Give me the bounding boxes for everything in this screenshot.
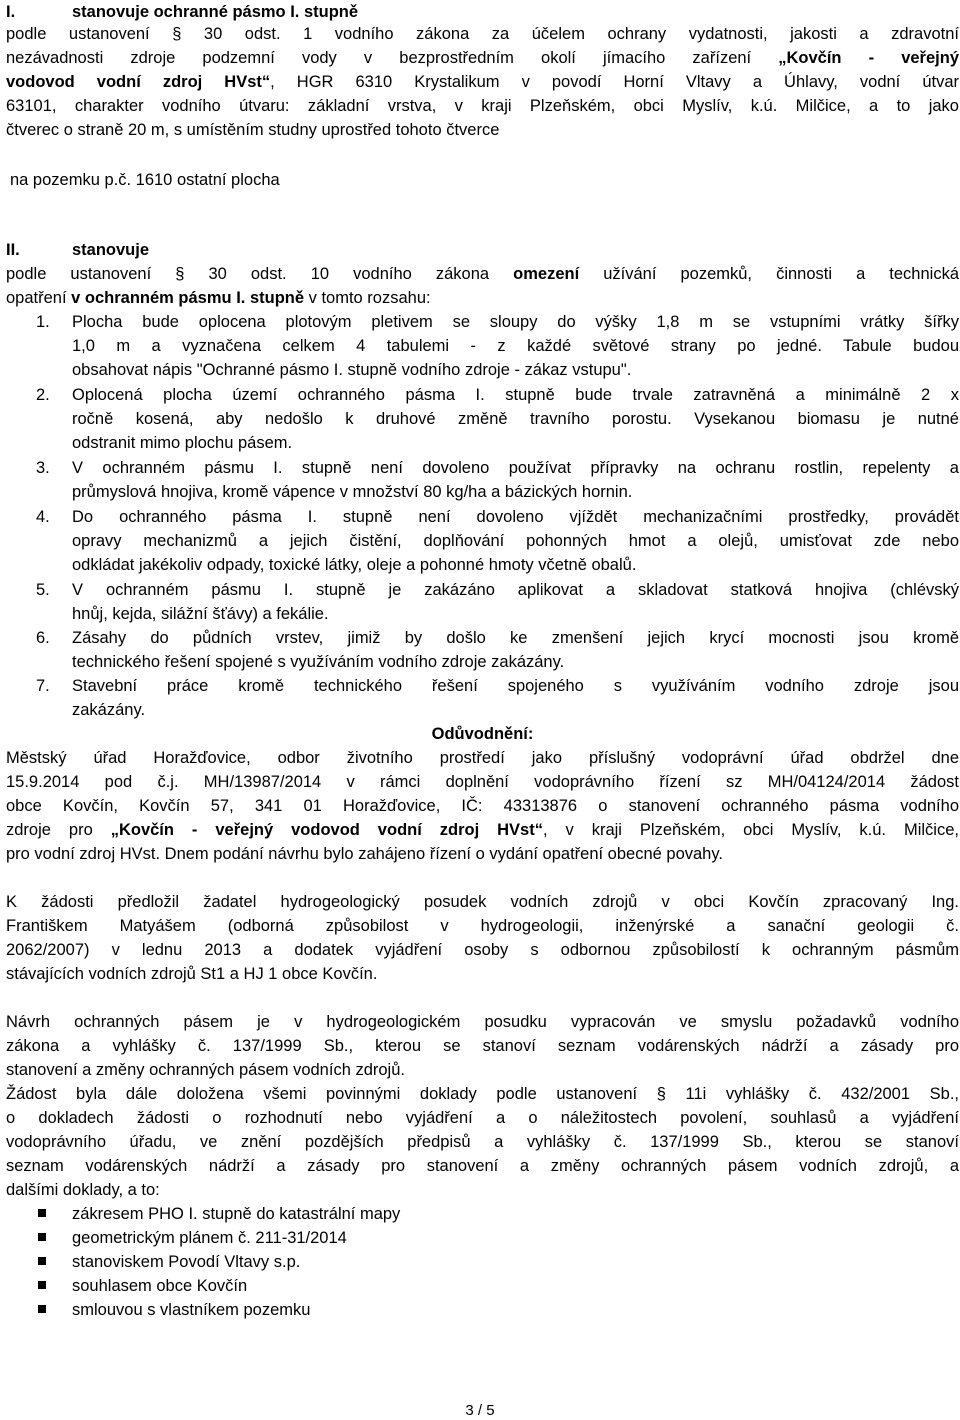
item-line: Plocha bude oplocena plotovým pletivem se sloupy do výšky 1,8 m se vstupními vrátky šířky (72, 313, 959, 331)
reasoning-line: seznam vodárenských nádrží a zásady pro stanovení a změny ochranných pásem vodních zdrojů, a (6, 1157, 959, 1175)
text-span: v tomto rozsahu: (304, 289, 431, 307)
reasoning-line: obce Kovčín, Kovčín 57, 341 01 Horažďovice, IČ: 43313876 o stanovení ochranného pásma vodního (6, 797, 959, 815)
item-line: ročně kosená, aby nedošlo k druhové změně travního porostu. Vysekanou biomasu je nutné (72, 410, 959, 428)
item-line: Stavební práce kromě technického řešení spojeného s využíváním vodního zdroje jsou (72, 677, 959, 695)
section-1-paragraph-line: čtverec o straně 20 m, s umístěním studny uprostřed tohoto čtverce (6, 121, 500, 139)
item-line: opravy mechanizmů a jejich čistění, doplňování pohonných hmot a olejů, umisťovat zde nebo (72, 532, 959, 550)
reasoning-line: Návrh ochranných pásem je v hydrogeologickém posudku vypracován ve smyslu požadavků vodního (6, 1013, 959, 1031)
text-span: užívání pozemků, činnosti a technická (579, 265, 960, 283)
reasoning-line: vodoprávního úřadu, ve znění pozdějších předpisů a vyhlášky č. 137/1999 Sb., kterou se stanoví (6, 1133, 959, 1151)
square-bullet-icon (38, 1233, 46, 1241)
text-span: zdroje pro (6, 821, 111, 839)
paragraph-symbol: § (172, 25, 182, 43)
item-number: 7. (36, 677, 50, 695)
text-span: podle ustanovení (6, 25, 150, 43)
reasoning-line: Františkem Matyášem (odborná způsobilost v hydrogeologii, inženýrské a sanační geologii č. (6, 917, 959, 935)
text-span: Žádost byla dále doložena všemi povinnými doklady podle ustanovení (6, 1085, 657, 1103)
text-span: , v kraji Plzeňském, obci Myslív, k.ú. Milčice, (542, 821, 959, 839)
text-span: nezávadnosti zdroje podzemní vody v bezprostředním okolí jímacího zařízení (6, 49, 779, 67)
section-2-title: stanovuje (72, 241, 150, 259)
item-number: 6. (36, 629, 50, 647)
list-item-text: zákresem PHO I. stupně do katastrální mapy (72, 1205, 401, 1223)
water-source-name: vodovod vodní zdroj HVst“ (6, 73, 271, 91)
reasoning-line (6, 818, 959, 842)
paragraph-symbol: § (175, 265, 185, 283)
item-line: technického řešení spojené s využíváním vodního zdroje zakázány. (72, 653, 565, 671)
water-source-name: „Kovčín - veřejný vodovod vodní zdroj HVst“ (110, 821, 543, 839)
reasoning-line: 15.9.2014 pod č.j. MH/13987/2014 v rámci doplnění vodoprávního řízení sz MH/04124/2014 žádost (6, 773, 959, 791)
item-line: 1,0 m a vyznačena celkem 4 tabulemi - z každé světové strany po jedné. Tabule budou (72, 337, 959, 355)
reasoning-line: Městský úřad Horažďovice, odbor životního prostředí jako příslušný vodoprávní úřad obdržel dne (6, 749, 959, 767)
section-1-title: stanovuje ochranné pásmo I. stupně (72, 3, 359, 21)
section-2-paragraph-line (6, 286, 431, 310)
list-item-text: geometrickým plánem č. 211-31/2014 (72, 1229, 347, 1247)
item-line: Do ochranného pásma I. stupně není dovoleno vjíždět mechanizačními prostředky, provádět (72, 508, 959, 526)
reasoning-line: stanovení a změny ochranných pásem vodních zdrojů. (6, 1061, 405, 1079)
item-line: průmyslová hnojiva, kromě vápence v množství 80 kg/ha a bázických hornin. (72, 483, 633, 501)
square-bullet-icon (38, 1281, 46, 1289)
reasoning-title: Odůvodnění: (431, 725, 534, 743)
item-number: 2. (36, 386, 50, 404)
section-1-paragraph-line (6, 22, 959, 46)
reasoning-line: pro vodní zdroj HVst. Dnem podání návrhu bylo zahájeno řízení o vydání opatření obecné povahy. (6, 845, 723, 863)
item-line: odstranit mimo plochu pásem. (72, 434, 293, 452)
section-2-heading (6, 238, 150, 262)
item-line: Oplocená plocha území ochranného pásma I. stupně bude trvale zatravněná a minimálně 2 x (72, 386, 959, 404)
list-item-text: smlouvou s vlastníkem pozemku (72, 1301, 311, 1319)
reasoning-line: stávajících vodních zdrojů St1 a HJ 1 obce Kovčín. (6, 965, 378, 983)
text-span: , HGR 6310 Krystalikum v povodí Horní Vltavy a Úhlavy, vodní útvar (270, 73, 959, 91)
paragraph-symbol: § (656, 1085, 666, 1103)
reasoning-line: K žádosti předložil žadatel hydrogeologický posudek vodních zdrojů v obci Kovčín zpracovaný Ing. (6, 893, 959, 911)
item-line: Zásahy do půdních vrstev, jimiž by došlo ke zmenšení jejich krycí mocnosti jsou kromě (72, 629, 959, 647)
text-span: podle ustanovení (6, 265, 152, 283)
list-item-text: stanoviskem Povodí Vltavy s.p. (72, 1253, 301, 1271)
text-span: opatření (6, 289, 72, 307)
square-bullet-icon (38, 1209, 46, 1217)
list-item-text: souhlasem obce Kovčín (72, 1277, 248, 1295)
item-line: V ochranném pásmu I. stupně je zakázáno aplikovat a skladovat statková hnojiva (chlévský (72, 581, 959, 599)
water-source-name: „Kovčín - veřejný (778, 49, 959, 67)
section-1-number: I. (6, 3, 16, 21)
item-number: 5. (36, 581, 50, 599)
parcel-line: na pozemku p.č. 1610 ostatní plocha (10, 171, 280, 189)
section-2-paragraph-line (6, 262, 959, 286)
section-1-paragraph-line (6, 46, 959, 70)
item-line: obsahovat nápis "Ochranné pásmo I. stupně vodního zdroje - zákaz vstupu". (72, 361, 632, 379)
section-1-paragraph-line (6, 70, 959, 94)
item-line: odkládat jakékoliv odpady, toxické látky, oleje a pohonné hmoty včetně obalů. (72, 556, 637, 574)
square-bullet-icon (38, 1305, 46, 1313)
item-line: zakázány. (72, 701, 146, 719)
text-span: 11i vyhlášky č. 432/2001 Sb., (665, 1085, 959, 1103)
reasoning-line: dalšími doklady, a to: (6, 1181, 160, 1199)
item-number: 1. (36, 313, 50, 331)
text-span: 63101, charakter vodního útvaru: základní vrstva, v kraji Plzeňském, obci Myslív, k.ú. Milčice, a to jako (6, 97, 959, 115)
square-bullet-icon (38, 1257, 46, 1265)
reasoning-line (6, 1082, 959, 1106)
reasoning-line: zákona a vyhlášky č. 137/1999 Sb., kterou se stanoví seznam vodárenských nádrží a zásady pro (6, 1037, 959, 1055)
text-span-bold: omezení (513, 265, 580, 283)
reasoning-line: 2062/2007) v lednu 2013 a dodatek vyjádření osoby s odbornou způsobilostí k ochranným pásmům (6, 941, 959, 959)
item-line: V ochranném pásmu I. stupně není dovoleno používat přípravky na ochranu rostlin, repelenty a (72, 459, 959, 477)
text-span: 30 odst. 10 vodního zákona (184, 265, 514, 283)
reasoning-heading (6, 722, 959, 746)
reasoning-line: o dokladech žádosti o rozhodnutí nebo vyjádření a o náležitostech povolení, souhlasů a vyjádření (6, 1109, 959, 1127)
item-number: 3. (36, 459, 50, 477)
section-1-heading (6, 0, 359, 24)
item-line: hnůj, kejda, silážní šťávy) a fekálie. (72, 605, 329, 623)
page-number: 3 / 5 (465, 1402, 495, 1419)
item-number: 4. (36, 508, 50, 526)
text-span-bold: v ochranném pásmu I. stupně (71, 289, 305, 307)
text-span: 30 odst. 1 vodního zákona za účelem ochrany vydatnosti, jakosti a zdravotní (181, 25, 959, 43)
section-2-number: II. (6, 241, 20, 259)
section-1-paragraph-line (6, 94, 959, 118)
